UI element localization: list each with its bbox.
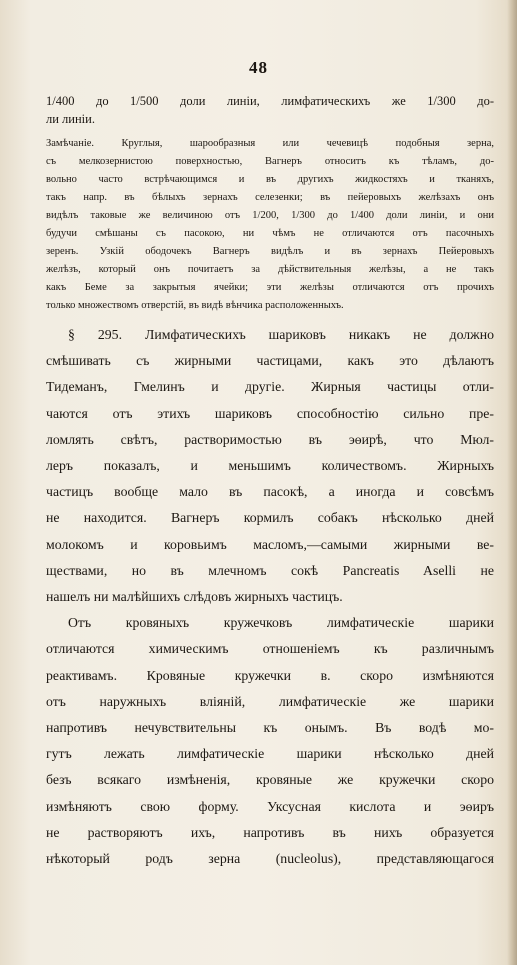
remark-line: зеренъ. Узкій ободочекъ Вагнеръ видѣлъ и въ зернахъ Пейеровыхъ	[46, 246, 494, 257]
main-line: Тидеманъ, Гмелинъ и другіе. Жирныя частицы отли-	[46, 379, 494, 395]
main-line: чаются отъ этихъ шариковъ способностію сильно пре-	[46, 405, 494, 421]
remark-line: Замѣчаніе. Круглыя, шарообразныя или чечевицѣ подобныя зерна,	[46, 138, 494, 149]
page-edge-shadow	[507, 0, 517, 965]
main-line: § 295. Лимфатическихъ шариковъ никакъ не должно	[68, 327, 494, 342]
remark-line: такъ напр. въ бѣлыхъ зернахъ селезенки; въ пейеровыхъ желѣзахъ онъ	[46, 192, 494, 203]
main-line: смѣшивать съ жирными частицами, какъ это дѣлаютъ	[46, 353, 494, 369]
remark-line: желѣзъ, который онъ почитаетъ за дѣйствительныя желѣзы, а не такъ	[46, 264, 494, 275]
main-line: леръ показалъ, и меньшимъ количествомъ. Жирныхъ	[46, 458, 494, 474]
main-line: частицъ вообще мало въ пасокѣ, а иногда и совсѣмъ	[46, 484, 494, 500]
remark-line: съ мелкозернистою поверхностью, Вагнеръ относитъ къ тѣламъ, до-	[46, 156, 494, 167]
remark-line: вольно часто встрѣчающимся и въ другихъ жидкостяхъ и тканяхъ,	[46, 174, 494, 185]
remark-line: будучи смѣшаны съ пасокою, ни чѣмъ не отличаются отъ пасочныхъ	[46, 228, 494, 239]
main-line: молокомъ и коровьимъ масломъ,—самыми жирными ве-	[46, 536, 494, 552]
main-line: не растворяютъ ихъ, напротивъ въ нихъ образуется	[46, 824, 494, 840]
main-line: отличаются химическимъ отношеніемъ къ различнымъ	[46, 641, 494, 657]
text-line: ли линіи.	[46, 112, 95, 126]
remark-line: только множествомъ отверстій, въ видѣ вѣнчика расположенныхъ.	[46, 300, 344, 311]
main-line: нашелъ ни малѣйшихъ слѣдовъ жирныхъ частицъ.	[46, 589, 343, 605]
main-line: безъ всякаго измѣненія, кровяные же кружечки скоро	[46, 772, 494, 788]
remark-line: видѣлъ таковые же величиною отъ 1/200, 1/300 до 1/400 доли линіи, и они	[46, 210, 494, 221]
main-line: нѣкоторый родъ зерна (nucleolus), представляющагося	[46, 851, 494, 867]
remark-line: какъ Беме за закрытыя ячейки; эти желѣзы отличаются отъ прочихъ	[46, 282, 494, 293]
remark-paragraph	[46, 135, 494, 315]
section-295-text	[46, 322, 494, 872]
main-line: Отъ кровяныхъ кружечковъ лимфатическіе шарики	[68, 615, 494, 631]
main-line: ществами, но въ млечномъ сокѣ Pancreatis Aselli не	[46, 562, 494, 578]
main-line: отъ наружныхъ вліяній, лимфатическіе же шарики	[46, 693, 494, 709]
intro-text	[46, 92, 494, 128]
main-line: не находится. Вагнеръ кормилъ собакъ нѣсколько дней	[46, 510, 494, 526]
text-line: 1/400 до 1/500 доли линіи, лимфатическихъ же 1/300 до-	[46, 94, 494, 108]
main-line: напротивъ нечувствительны къ онымъ. Въ водѣ мо-	[46, 720, 494, 736]
main-line: ломлять свѣтъ, растворимостью въ эѳирѣ, что Мюл-	[46, 431, 494, 447]
main-line: реактивамъ. Кровяные кружечки в. скоро измѣняются	[46, 667, 494, 683]
main-line: гутъ лежать лимфатическіе шарики нѣсколько дней	[46, 746, 494, 762]
main-line: измѣняютъ свою форму. Уксусная кислота и эѳиръ	[46, 798, 494, 814]
page-number: 48	[249, 58, 268, 77]
